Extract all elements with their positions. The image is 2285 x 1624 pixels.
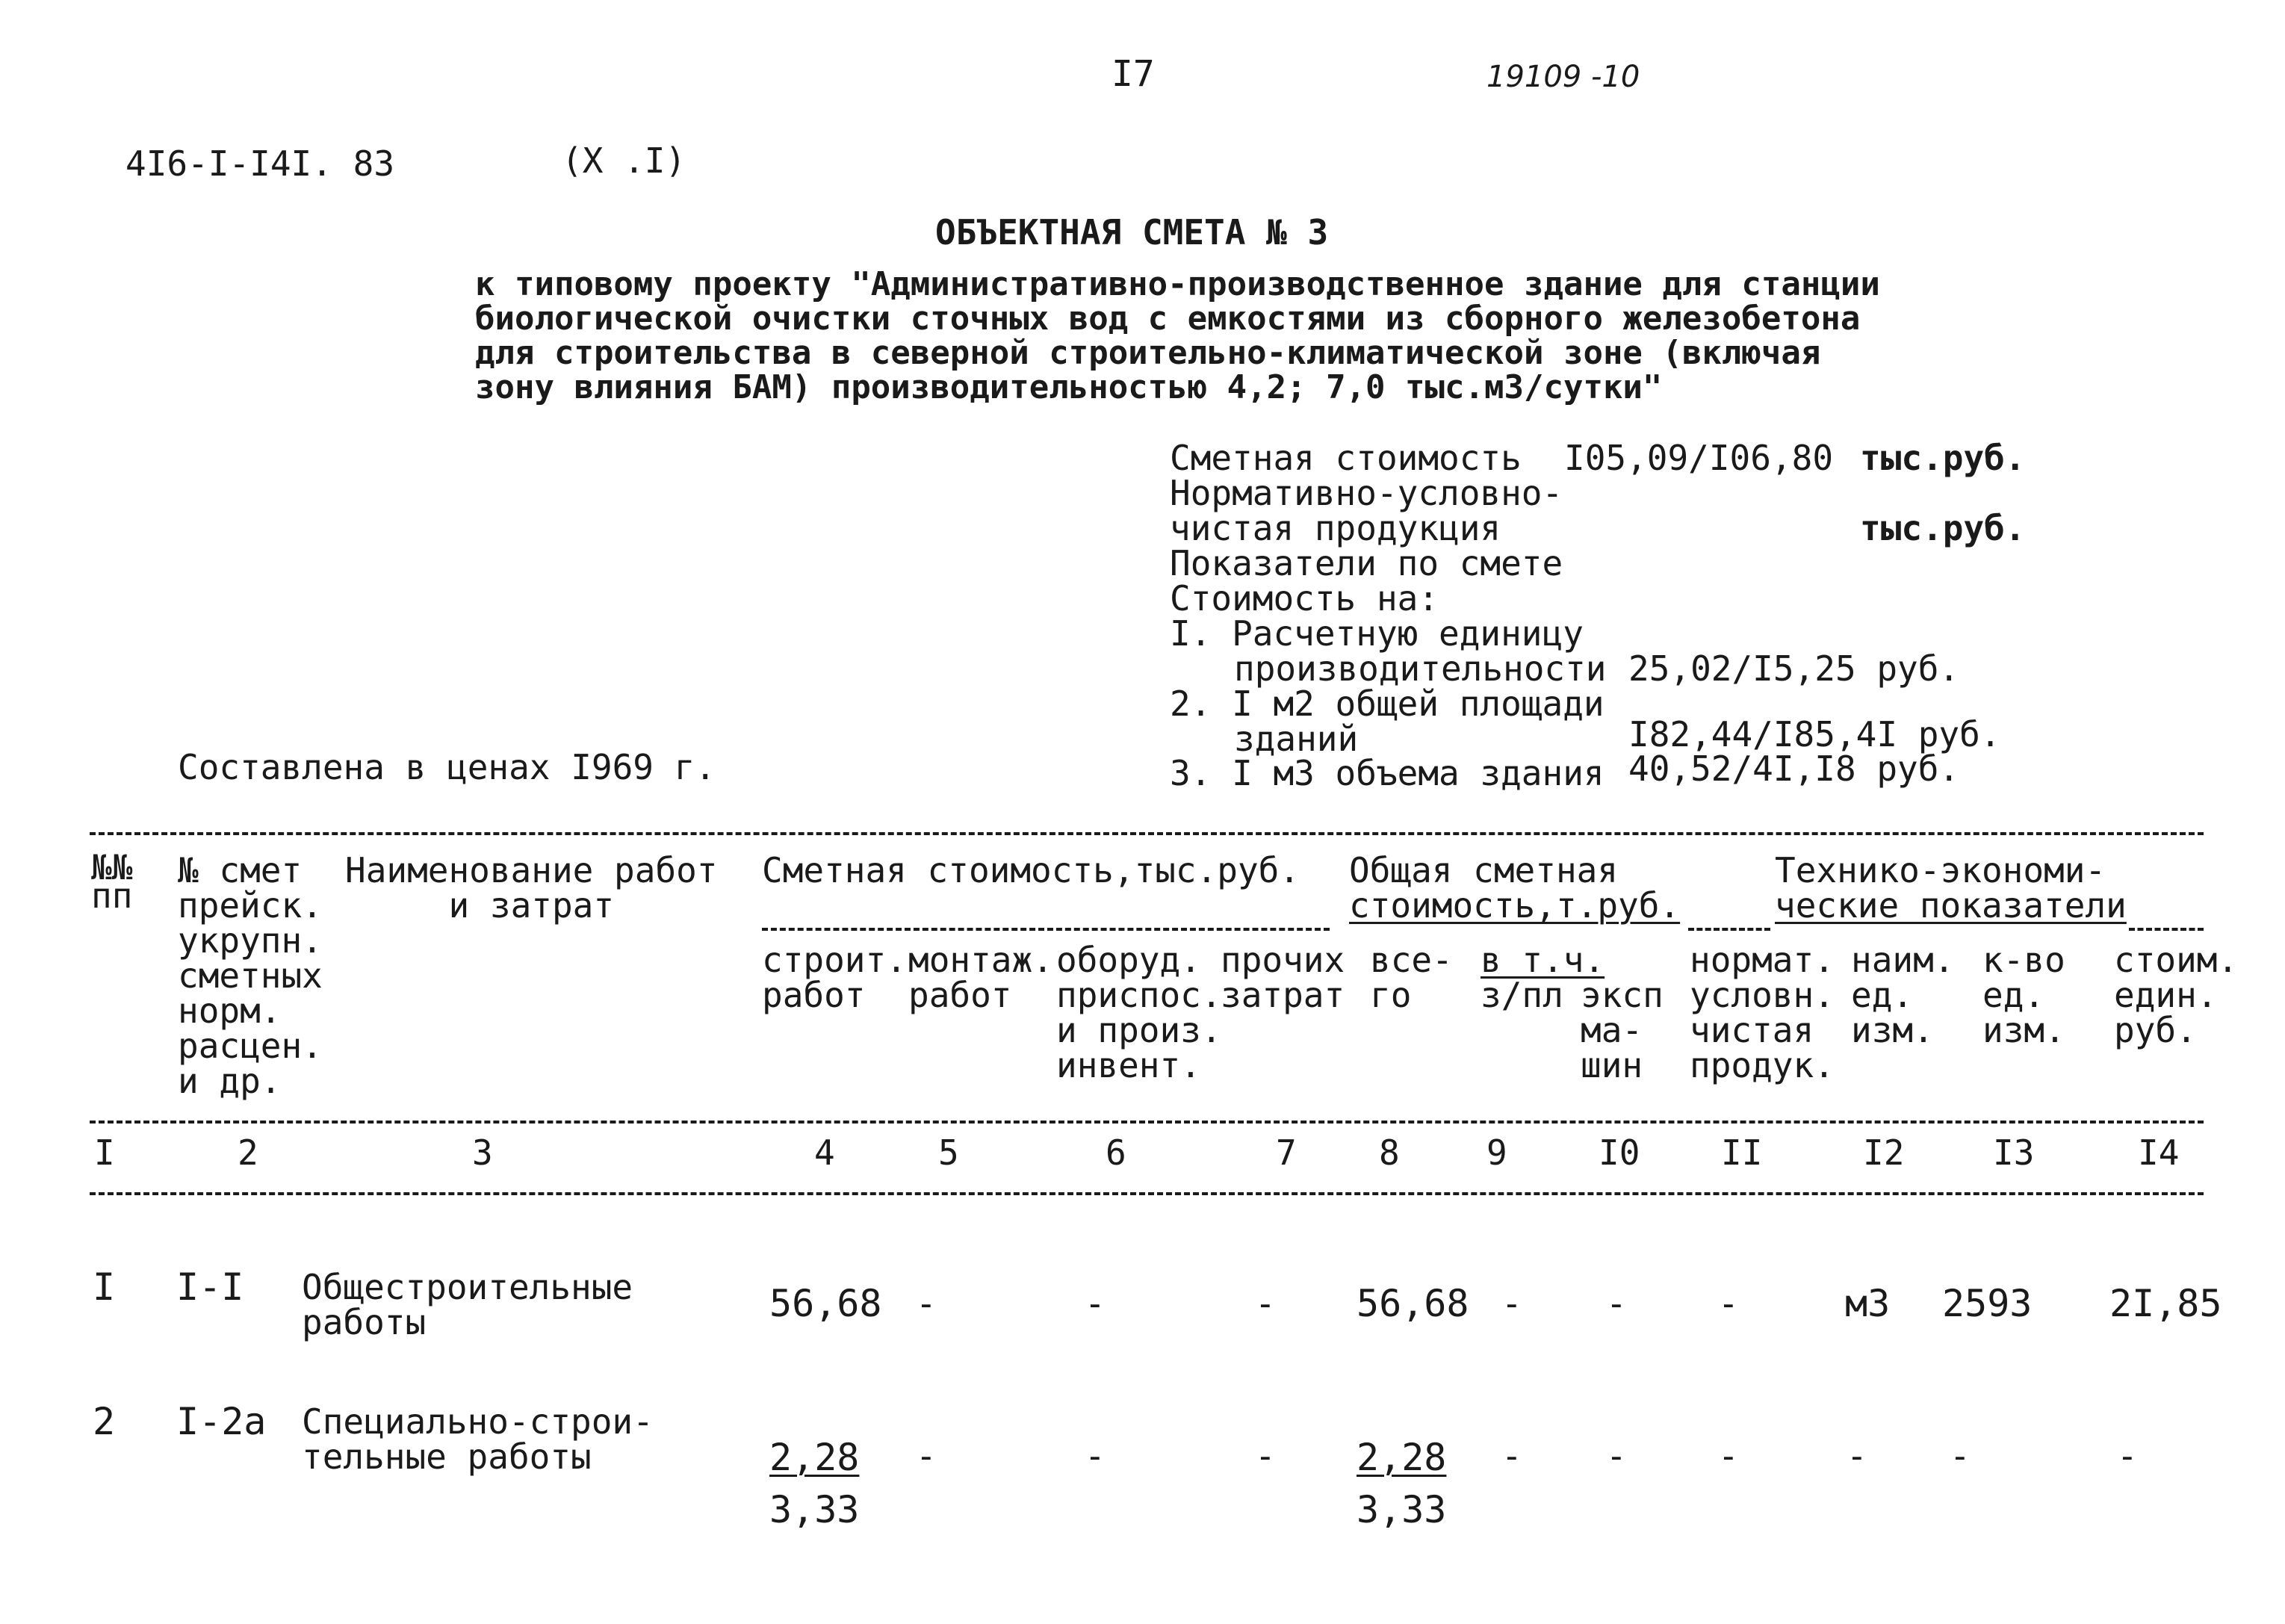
column-number: 9 bbox=[1486, 1132, 1507, 1173]
row-name-line: работы bbox=[302, 1302, 427, 1342]
row-name bbox=[302, 1267, 633, 1342]
column-number: 3 bbox=[472, 1132, 493, 1173]
column-number: I bbox=[94, 1132, 115, 1173]
header-text: все- bbox=[1370, 940, 1453, 980]
cost-value: I05,09/I06,80 bbox=[1564, 438, 1834, 478]
header-text: и др. bbox=[178, 1061, 282, 1101]
norm-label: чистая продукция bbox=[1170, 508, 1501, 548]
norm-label: Нормативно-условно- bbox=[1170, 473, 1563, 513]
header-text: № смет bbox=[178, 850, 303, 890]
header-text: руб. bbox=[2114, 1010, 2197, 1050]
table-divider bbox=[90, 1192, 2204, 1195]
header-text: строит. bbox=[762, 940, 907, 980]
row-equip-cost: - bbox=[1085, 1436, 1106, 1476]
row-total-cost: 56,68 bbox=[1357, 1282, 1469, 1325]
header-group-total: Общая сметная bbox=[1349, 850, 1619, 890]
document-subtitle bbox=[475, 267, 1880, 405]
header-col-8 bbox=[1370, 940, 1453, 1015]
header-text: ед. bbox=[1982, 975, 2045, 1015]
table-divider bbox=[2129, 928, 2204, 931]
row-estimate-ref: I-2а bbox=[176, 1400, 267, 1443]
header-text: пп bbox=[91, 875, 133, 916]
header-text: наим. bbox=[1851, 940, 1955, 980]
header-text: ма- bbox=[1581, 1010, 1643, 1050]
document-title: ОБЪЕКТНАЯ СМЕТА № 3 bbox=[935, 212, 1329, 252]
header-text: един. bbox=[2114, 975, 2218, 1015]
row-build-cost-alt: 3,33 bbox=[769, 1488, 860, 1531]
header-col-14 bbox=[2114, 940, 2239, 1050]
subtitle-line: зону влияния БАМ) производительностью 4,2; 7,0 тыс.м3/сутки" bbox=[475, 368, 1663, 406]
header-text: продук. bbox=[1690, 1045, 1835, 1085]
row-quantity: - bbox=[1950, 1436, 1971, 1476]
indicator-3-value: 40,52/4I,I8 руб. bbox=[1628, 749, 1960, 789]
header-col-1 bbox=[91, 847, 133, 916]
document-code: 4I6-I-I4I. 83 bbox=[125, 143, 395, 184]
header-text: условн. bbox=[1690, 975, 1835, 1015]
column-number: 5 bbox=[938, 1132, 959, 1173]
indicator-2-value: I82,44/I85,4I руб. bbox=[1628, 714, 2001, 754]
row-wages: - bbox=[1501, 1283, 1522, 1324]
indicator-1-label: производительности bbox=[1234, 648, 1607, 689]
prices-note: Составлена в ценах I969 г. bbox=[178, 747, 716, 787]
row-total-cost-alt: 3,33 bbox=[1357, 1488, 1447, 1531]
row-unit-cost: 2I,85 bbox=[2109, 1282, 2222, 1325]
header-group-cost: Сметная стоимость,тыс.руб. bbox=[762, 850, 1300, 890]
header-col-2 bbox=[178, 850, 323, 1101]
table-divider bbox=[1688, 928, 1770, 931]
row-number: 2 bbox=[93, 1400, 116, 1443]
row-build-cost: 56,68 bbox=[769, 1282, 882, 1325]
row-other-cost: - bbox=[1255, 1436, 1276, 1476]
header-text: стоим. bbox=[2114, 940, 2239, 980]
row-name bbox=[302, 1401, 654, 1477]
header-group-tech: ческие показатели bbox=[1775, 885, 2127, 926]
table-divider bbox=[762, 928, 1330, 931]
row-other-cost: - bbox=[1255, 1283, 1276, 1324]
indicator-1-value: 25,02/I5,25 руб. bbox=[1628, 648, 1960, 689]
column-number: 6 bbox=[1106, 1132, 1126, 1173]
row-unit-cost: - bbox=[2117, 1436, 2138, 1476]
header-text: чистая bbox=[1690, 1010, 1814, 1050]
handwritten-number: 19109 -10 bbox=[1486, 60, 1640, 94]
header-text: работ bbox=[908, 975, 1012, 1015]
header-col-11 bbox=[1690, 940, 1835, 1085]
cost-on-label: Стоимость на: bbox=[1170, 578, 1439, 619]
column-number: I2 bbox=[1863, 1132, 1905, 1173]
header-col-12 bbox=[1851, 940, 1955, 1050]
column-number: 2 bbox=[238, 1132, 258, 1173]
header-col-10 bbox=[1581, 943, 1664, 1083]
document-part: (X .I) bbox=[562, 140, 686, 181]
row-mount-cost: - bbox=[916, 1283, 937, 1324]
row-norm-product: - bbox=[1718, 1436, 1739, 1476]
indicators-label: Показатели по смете bbox=[1170, 543, 1563, 583]
header-text: укрупн. bbox=[178, 920, 323, 961]
header-text: прочих bbox=[1221, 940, 1345, 980]
header-group-tech: Технико-экономи- bbox=[1775, 850, 2106, 890]
header-col-5 bbox=[908, 940, 1053, 1015]
cost-unit: тыс.руб. bbox=[1860, 438, 2026, 478]
column-number: 8 bbox=[1379, 1132, 1400, 1173]
header-text: оборуд. bbox=[1056, 940, 1201, 980]
row-mount-cost: - bbox=[916, 1436, 937, 1476]
header-text: шин bbox=[1581, 1045, 1643, 1085]
indicator-3-label: 3. I м3 объема здания bbox=[1170, 753, 1605, 793]
header-text: приспос. bbox=[1056, 975, 1222, 1015]
row-build-cost: 2,28 bbox=[769, 1436, 860, 1479]
table-divider bbox=[90, 1121, 2204, 1124]
header-text: норм. bbox=[178, 991, 282, 1031]
norm-unit: тыс.руб. bbox=[1860, 508, 2026, 548]
header-group-total: стоимость,т.руб. bbox=[1349, 885, 1681, 926]
row-name-line: Специально-строи- bbox=[302, 1401, 654, 1442]
header-text: го bbox=[1370, 975, 1412, 1015]
header-text: расцен. bbox=[178, 1026, 323, 1066]
cost-label: Сметная стоимость bbox=[1170, 438, 1522, 478]
header-text: в т.ч. bbox=[1481, 940, 1605, 980]
header-text: затрат bbox=[1221, 975, 1345, 1015]
header-text: инвент. bbox=[1056, 1045, 1201, 1085]
header-text: ед. bbox=[1851, 975, 1914, 1015]
subtitle-line: для строительства в северной строительно-климатической зоне (включая bbox=[475, 334, 1821, 372]
row-machines: - bbox=[1606, 1283, 1627, 1324]
header-text: монтаж. bbox=[908, 940, 1053, 980]
indicator-2-label: 2. I м2 общей площади bbox=[1170, 684, 1605, 724]
row-machines: - bbox=[1606, 1436, 1627, 1476]
header-text: эксп bbox=[1581, 975, 1664, 1015]
subtitle-line: биологической очистки сточных вод с емкостями из сборного железобетона bbox=[475, 300, 1861, 338]
column-number: II bbox=[1721, 1132, 1763, 1173]
header-text: изм. bbox=[1851, 1010, 1934, 1050]
column-number: I4 bbox=[2138, 1132, 2180, 1173]
header-text: нормат. bbox=[1690, 940, 1835, 980]
row-unit: - bbox=[1847, 1436, 1867, 1476]
header-col-7 bbox=[1221, 940, 1345, 1015]
header-text: №№ bbox=[91, 847, 133, 887]
row-name-line: Общестроительные bbox=[302, 1267, 633, 1307]
header-col-3 bbox=[345, 850, 718, 926]
row-norm-product: - bbox=[1718, 1283, 1739, 1324]
header-col-13 bbox=[1982, 940, 2065, 1050]
page-number: I7 bbox=[1112, 53, 1155, 95]
header-text: прейск. bbox=[178, 885, 323, 926]
row-wages: - bbox=[1501, 1436, 1522, 1476]
table-divider bbox=[90, 832, 2204, 835]
header-col-4 bbox=[762, 940, 907, 1015]
row-name-line: тельные работы bbox=[302, 1437, 592, 1477]
header-text: Наименование работ bbox=[345, 850, 718, 890]
header-text: изм. bbox=[1982, 1010, 2065, 1050]
column-number: 7 bbox=[1276, 1132, 1297, 1173]
row-total-cost: 2,28 bbox=[1357, 1436, 1447, 1479]
column-number: 4 bbox=[814, 1132, 835, 1173]
subtitle-line: к типовому проекту "Административно-производственное здание для станции bbox=[475, 265, 1880, 303]
header-text: з/пл bbox=[1481, 975, 1563, 1015]
header-text: и затрат bbox=[448, 885, 615, 926]
row-equip-cost: - bbox=[1085, 1283, 1106, 1324]
row-estimate-ref: I-I bbox=[176, 1265, 244, 1309]
header-text: работ bbox=[762, 975, 866, 1015]
header-text: к-во bbox=[1982, 940, 2065, 980]
indicator-2-label: зданий bbox=[1234, 719, 1359, 759]
header-text: и произ. bbox=[1056, 1010, 1222, 1050]
row-unit: м3 bbox=[1845, 1282, 1891, 1325]
indicator-1-label: I. Расчетную единицу bbox=[1170, 613, 1584, 654]
column-number: I3 bbox=[1993, 1132, 2035, 1173]
header-col-6 bbox=[1056, 940, 1222, 1085]
row-number: I bbox=[93, 1265, 116, 1309]
column-number: I0 bbox=[1599, 1132, 1640, 1173]
header-text: сметных bbox=[178, 955, 323, 996]
row-quantity: 2593 bbox=[1942, 1282, 2033, 1325]
